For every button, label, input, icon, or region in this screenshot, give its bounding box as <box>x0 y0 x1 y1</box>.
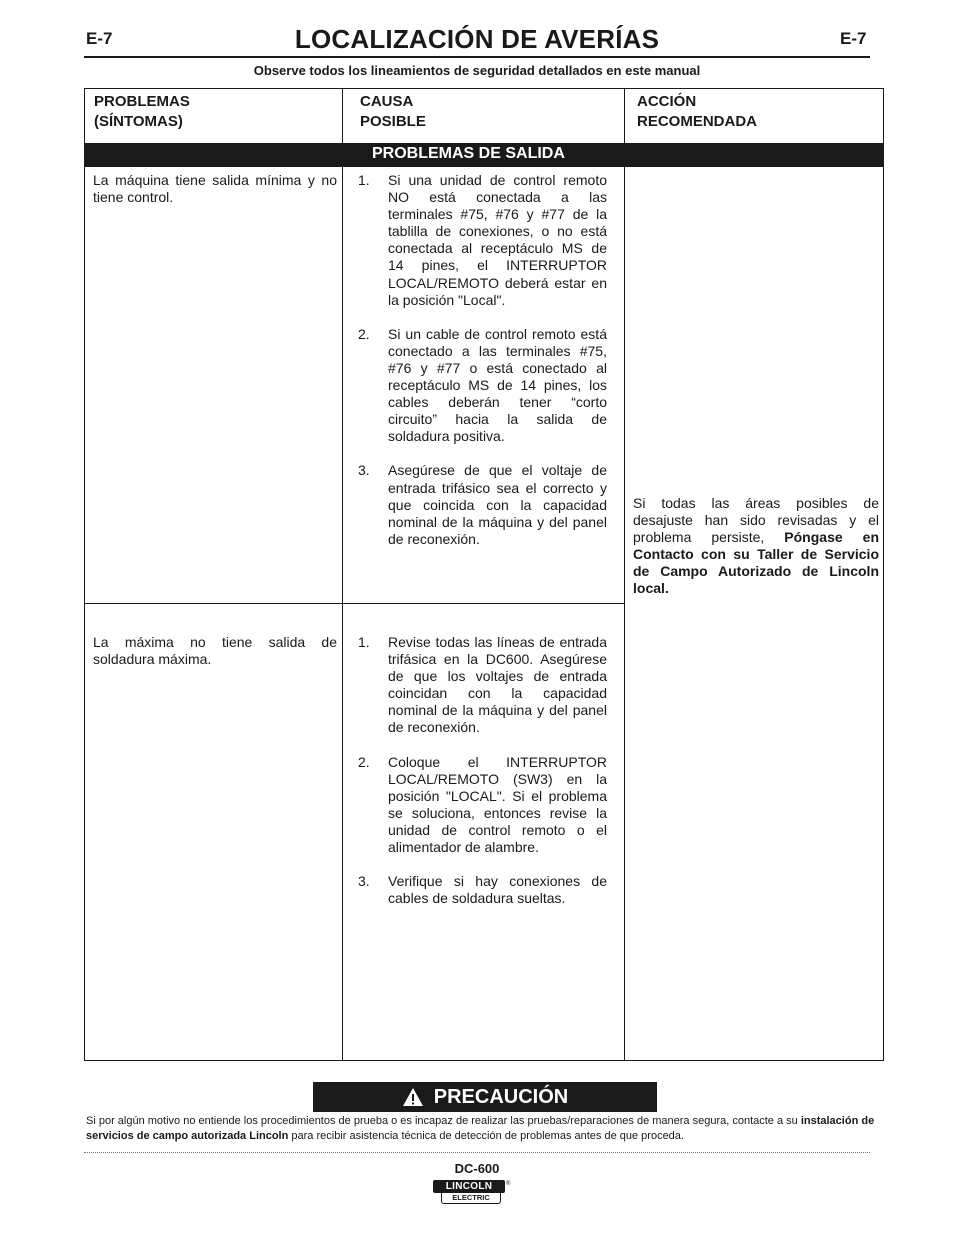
column-header-line: PROBLEMAS <box>94 93 190 110</box>
list-item-text: Revise todas las líneas de entrada trifásica en la DC600. Asegúrese de que los voltajes de entrada coincidan con la capacidad nominal de la máquina y del panel de reconexión. <box>388 634 607 736</box>
list-item-number: 2. <box>358 753 370 770</box>
list-item <box>358 873 607 907</box>
cause-list-row-1 <box>358 172 607 565</box>
list-item-text: Coloque el INTERRUPTOR LOCAL/REMOTO (SW3) en la posición "LOCAL". Si el problema se soluciona, entonces revise la unidad de control remoto o el alimentador de alambre. <box>388 753 607 856</box>
list-item-number: 3. <box>358 462 370 479</box>
list-item-number: 1. <box>358 634 370 650</box>
action-text: Si todas las áreas posibles de desajuste han sido revisadas y el problema persiste, <box>633 495 879 546</box>
title-rule <box>84 56 870 58</box>
column-header-action <box>637 92 757 132</box>
list-item <box>358 326 607 446</box>
list-item <box>358 754 607 857</box>
page-id-left: E-7 <box>86 29 113 48</box>
caution-title: PRECAUCIÓN <box>433 1085 569 1108</box>
action-contact-text: Póngase en Contacto con su Taller de Servicio de Campo Autorizado de Lincoln local. <box>633 529 879 597</box>
caution-note-text-end: para recibir asistencia técnica de detección de problemas antes de que proceda. <box>288 1130 684 1142</box>
column-header-line: CAUSA <box>360 93 414 110</box>
symptom-row-2: La máxima no tiene salida de soldadura máxima. <box>93 634 337 668</box>
page-id-right: E-7 <box>840 29 867 48</box>
column-header-problems <box>94 92 190 132</box>
lincoln-electric-logo <box>433 1180 511 1206</box>
list-item-number: 2. <box>358 325 370 342</box>
logo-bottom-text: ELECTRIC <box>441 1193 501 1204</box>
warning-triangle-icon <box>402 1087 424 1107</box>
caution-note <box>86 1114 886 1144</box>
logo-top-text: LINCOLN <box>433 1180 505 1193</box>
column-header-line: ACCIÓN <box>637 93 697 110</box>
caution-banner <box>313 1082 657 1112</box>
column-header-line: (SÍNTOMAS) <box>94 113 183 130</box>
list-item-text: Asegúrese de que el voltaje de entrada trifásico sea el correcto y que coincida con la capacidad nominal de la máquina y del panel de reconexión. <box>388 462 607 547</box>
model-number: DC-600 <box>454 1161 500 1176</box>
column-header-cause <box>360 92 426 132</box>
list-item <box>358 462 607 547</box>
logo-registered: ® <box>506 1181 511 1187</box>
list-item-number: 1. <box>358 172 370 188</box>
caution-note-bold: instalación de servicios de campo autorizada Lincoln <box>86 1115 875 1142</box>
list-item <box>358 172 607 309</box>
cause-list-row-2 <box>358 634 607 924</box>
footer-divider <box>84 1152 870 1153</box>
caution-note-text: Si por algún motivo no entiende los procedimientos de prueba o es incapaz de realizar las pruebas/reparaciones de manera segura, contacte a su <box>86 1115 801 1127</box>
list-item-text: Si un cable de control remoto está conectado a las terminales #75, #76 y #77 o está conectado al receptáculo MS de 14 pines, los cables deberán tener “corto circuito” hacia la salida de soldadura positiva. <box>388 325 607 445</box>
section-title: PROBLEMAS DE SALIDA <box>372 145 565 162</box>
list-item <box>358 634 607 737</box>
row-divider <box>85 603 624 604</box>
list-item-text: Verifique si hay conexiones de cables de soldadura sueltas. <box>388 873 607 907</box>
symptom-row-1: La máquina tiene salida mínima y no tiene control. <box>93 172 337 206</box>
column-divider-1 <box>342 89 343 1060</box>
list-item-number: 3. <box>358 873 370 890</box>
column-divider-2 <box>624 89 625 1060</box>
page-title: LOCALIZACIÓN DE AVERÍAS <box>294 24 660 54</box>
column-header-line: RECOMENDADA <box>637 113 757 130</box>
list-item-text: Si una unidad de control remoto NO está conectada a las terminales #75, #76 y #77 de la tablilla de conexiones, o no está conectada al receptáculo MS de 14 pines, el INTERRUPTOR LOCAL/REMOTO deberá estar en la posición "Local". <box>388 172 607 308</box>
recommended-action <box>633 495 879 598</box>
column-header-line: POSIBLE <box>360 113 426 130</box>
safety-notice: Observe todos los lineamientos de seguridad detallados en este manual <box>253 63 701 78</box>
